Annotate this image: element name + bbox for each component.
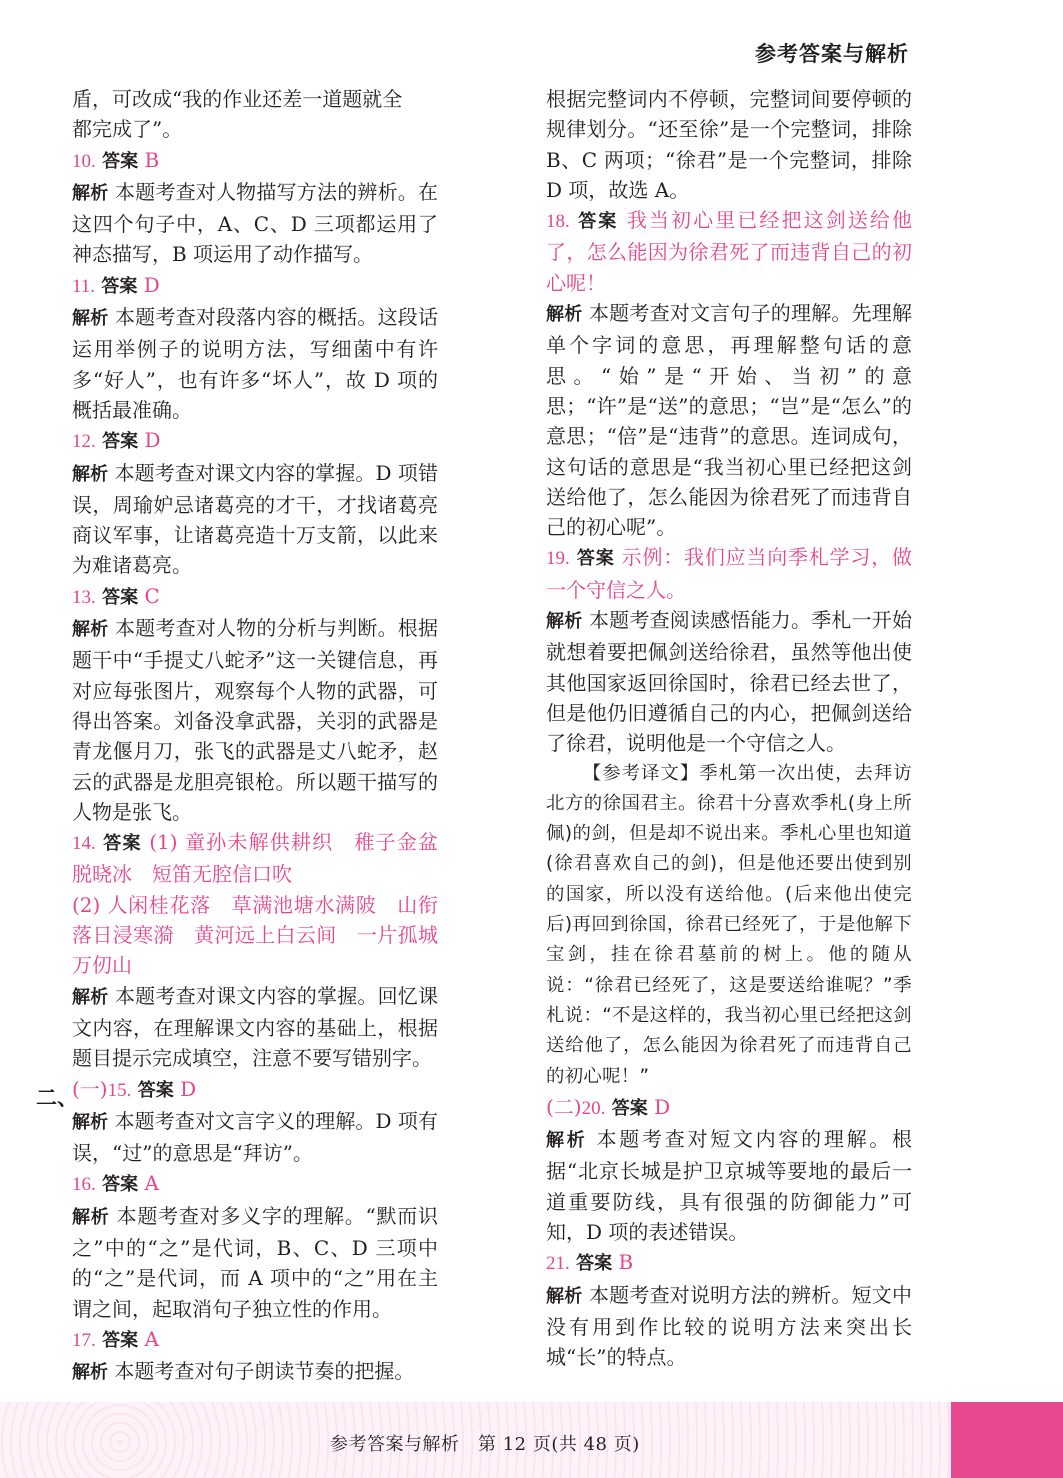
answer-value: 我当初心里已经把这剑送给他了，怎么能因为徐君死了而违背自己的初心呢！: [546, 208, 913, 295]
answer-value: D: [143, 272, 160, 297]
answer-14-part-2: (2) 人闲桂花落 草满池塘水满陂 山衔落日浸寒漪 黄河远上白云间 一片孤城万仞山: [72, 892, 438, 978]
analysis-text: 本题考查阅读感悟能力。季札一开始就想着要把佩剑送给徐君，虽然等他出使其他国家返回徐国时，徐君已经去世了，但是他仍旧遵循自己的内心，把佩剑送给了徐君，说明他是一个守信之人。: [546, 608, 913, 756]
analysis-13: [72, 613, 438, 827]
question-number: 13.: [72, 586, 96, 608]
answer-17: [72, 1324, 438, 1356]
analysis-label: 解析: [546, 1130, 588, 1152]
intro-text-1: 盾，可改成“我的作业还差一道题就全: [72, 87, 403, 111]
analysis-16: [72, 1201, 438, 1324]
analysis-label: 解析: [72, 619, 109, 641]
answer-20: [546, 1092, 912, 1124]
question-number: 19.: [546, 548, 570, 570]
question-number: 15.: [107, 1079, 132, 1101]
analysis-label: 解析: [546, 1285, 583, 1307]
analysis-14: [72, 981, 438, 1074]
analysis-11: [72, 302, 438, 425]
question-number: 17.: [72, 1329, 96, 1351]
question-number: 16.: [72, 1174, 96, 1196]
answer-15: [72, 1074, 438, 1106]
answer-label: 答案: [102, 150, 139, 172]
analysis-label: 解析: [72, 308, 109, 330]
reference-translation: 【参考译文】季札第一次出使，去拜访北方的徐国君主。徐君十分喜欢季札(身上所佩)的剑，但是却不说出来。季札心里也知道(徐君喜欢自己的剑)，但是他还要出使到别的国家，所以没有送给他。(后来他出使完后)再回到徐国，徐君已经死了，于是他解下宝剑，挂在徐君墓前的树上。他的随从说：“徐君已经死了，这是要送给谁呢？”季札说：“不是这样的，我当初心里已经把这剑送给他了，怎么能因为徐君死了而违背自己的初心呢！”: [546, 762, 912, 1087]
analysis-18: [546, 298, 912, 542]
subsection-label: (二): [546, 1094, 582, 1119]
answer-value-1: (1) 童孙未解供耕织 稚子金盆脱晓冰 短笛无腔信口吹: [72, 830, 439, 887]
answer-value: D: [144, 428, 161, 453]
answer-value: C: [144, 583, 160, 608]
answer-label: 答案: [102, 586, 139, 608]
answer-14: [72, 827, 438, 890]
analysis-15: [72, 1106, 438, 1169]
analysis-label: 解析: [72, 1206, 110, 1228]
answer-label: 答案: [103, 833, 142, 855]
answer-label: 答案: [101, 275, 138, 297]
question-number: 21.: [546, 1253, 570, 1275]
section-two-marker: 二、: [36, 1086, 78, 1110]
analysis-label: 解析: [72, 463, 109, 485]
analysis-10: [72, 177, 438, 270]
answer-label: 答案: [576, 1253, 613, 1275]
answer-value: D: [180, 1076, 197, 1101]
answer-16: [72, 1168, 438, 1200]
answer-value: 示例：我们应当向季札学习，做一个守信之人。: [546, 545, 913, 602]
analysis-text: 本题考查对文言字义的理解。D 项有误，“过”的意思是“拜访”。: [72, 1108, 438, 1166]
analysis-label: 解析: [72, 986, 109, 1008]
answer-21: [546, 1247, 912, 1279]
question-number: 11.: [72, 275, 96, 297]
analysis-17: [72, 1356, 438, 1388]
answer-13: [72, 581, 438, 613]
intro-line: [72, 84, 438, 145]
analysis-label: 解析: [546, 304, 583, 326]
analysis-17-continued: 根据完整词内不停顿，完整词间要停顿的规律划分。“还至徐”是一个完整词，排除 B、C 两项；“徐君”是一个完整词，排除 D 项，故选 A。: [546, 87, 912, 202]
analysis-label: 解析: [546, 611, 583, 633]
question-number: 18.: [546, 211, 570, 233]
intro-text-2: 都完成了”。: [72, 117, 183, 142]
question-number: 10.: [72, 150, 96, 172]
answer-12: [72, 425, 438, 457]
analysis-label: 解析: [72, 1111, 109, 1133]
answer-label: 答案: [102, 1174, 139, 1196]
answer-value: D: [654, 1094, 671, 1119]
subsection-label: (一): [72, 1076, 108, 1101]
page-header-title: 参考答案与解析: [755, 42, 909, 66]
analysis-text: 本题考查对人物描写方法的辨析。在这四个句子中，A、C、D 三项都运用了神态描写，B 项运用了动作描写。: [72, 179, 439, 267]
answer-18: [546, 205, 912, 298]
right-column: [546, 84, 912, 1372]
analysis-text: 本题考查对文言句子的理解。先理解单个字词的意思，再理解整句话的意思。“始”是“开始、当初”的意思；“许”是“送”的意思；“岂”是“怎么”的意思；“倍”是“违背”的意思。连词成句，这句话的意思是“我当初心里已经把这剑送给他了，怎么能因为徐君死了而违背自己的初心呢”。: [546, 301, 913, 540]
answer-label: 答案: [102, 1329, 139, 1351]
answer-10: [72, 145, 438, 177]
question-number: 12.: [72, 431, 96, 453]
analysis-text: 本题考查对课文内容的掌握。回忆课文内容，在理解课文内容的基础上，根据题目提示完成填空，注意不要写错别字。: [72, 983, 439, 1071]
analysis-21: [546, 1280, 912, 1373]
analysis-text: 本题考查对段落内容的概括。这段话运用举例子的说明方法，写细菌中有许多“好人”，也有许多“坏人”，故 D 项的概括最准确。: [72, 305, 439, 422]
analysis-text: 本题考查对说明方法的辨析。短文中没有用到作比较的说明方法来突出长城“长”的特点。: [546, 1282, 913, 1370]
left-column: [72, 84, 438, 1388]
analysis-text: 本题考查对句子朗读节奏的把握。: [114, 1359, 415, 1384]
analysis-label: 解析: [72, 1362, 108, 1384]
analysis-text: 本题考查对多义字的理解。“默而识之”中的“之”是代词，B、C、D 三项中的“之”是代词，而 A 项中的“之”用在主谓之间，起取消句子独立性的作用。: [72, 1203, 439, 1321]
answer-value: A: [144, 1326, 159, 1351]
analysis-19: [546, 605, 912, 758]
answer-value: A: [144, 1171, 159, 1196]
footer-accent-block: [951, 1402, 1063, 1478]
analysis-label: 解析: [72, 182, 109, 204]
answer-label: 答案: [102, 431, 139, 453]
analysis-12: [72, 458, 438, 581]
answer-label: 答案: [576, 548, 615, 570]
page-footer: 参考答案与解析 第 12 页(共 48 页): [330, 1434, 640, 1455]
analysis-text: 本题考查对短文内容的理解。根据“北京长城是护卫京城等要地的最后一道重要防线，具有很强的防御能力”可知，D 项的表述错误。: [546, 1127, 913, 1244]
analysis-20: [546, 1124, 912, 1247]
question-number: 20.: [581, 1097, 606, 1119]
analysis-text: 本题考查对人物的分析与判断。根据题干中“手提丈八蛇矛”这一关键信息，再对应每张图片，观察每个人物的武器，可得出答案。刘备没拿武器，关羽的武器是青龙偃月刀，张飞的武器是丈八蛇矛，赵云的武器是龙胆亮银枪。所以题干描写的人物是张飞。: [72, 616, 439, 824]
answer-value: B: [618, 1250, 634, 1275]
question-number: 14.: [72, 833, 96, 855]
answer-label: 答案: [137, 1079, 174, 1101]
answer-value: B: [144, 147, 160, 172]
answer-label: 答案: [578, 211, 619, 233]
analysis-text: 本题考查对课文内容的掌握。D 项错误，周瑜妒忌诸葛亮的才干，才找诸葛亮商议军事，让诸葛亮造十万支箭，以此来为难诸葛亮。: [72, 460, 438, 578]
answer-19: [546, 542, 912, 605]
answer-label: 答案: [611, 1097, 648, 1119]
answer-11: [72, 270, 438, 302]
